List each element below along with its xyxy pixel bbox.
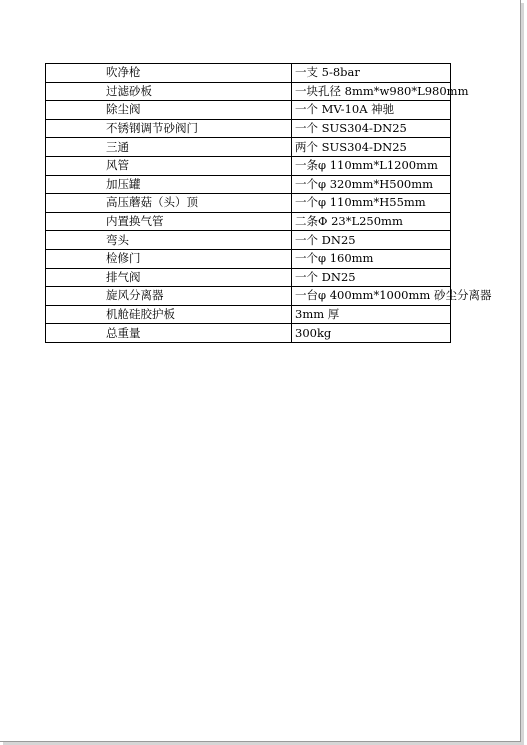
item-name: 高压蘑菇（头）顶	[46, 194, 292, 213]
table-row	[46, 249, 451, 268]
item-name: 机舱硅胶护板	[46, 305, 292, 324]
table-row	[46, 231, 451, 250]
item-name: 风管	[46, 156, 292, 175]
table-row	[46, 119, 451, 138]
table-row	[46, 64, 451, 83]
table-row	[46, 101, 451, 120]
table-row	[46, 212, 451, 231]
table-row	[46, 175, 451, 194]
item-spec: 一个 SUS304-DN25	[292, 119, 451, 138]
item-spec: 一支 5-8bar	[292, 64, 451, 83]
item-name: 过滤砂板	[46, 82, 292, 101]
table-row	[46, 138, 451, 157]
item-name: 内置换气管	[46, 212, 292, 231]
item-spec: 二条Φ 23*L250mm	[292, 212, 451, 231]
item-name: 除尘阀	[46, 101, 292, 120]
table-row	[46, 156, 451, 175]
table-row	[46, 82, 451, 101]
table-row	[46, 287, 451, 306]
item-spec: 3mm 厚	[292, 305, 451, 324]
item-spec: 一个φ 110mm*H55mm	[292, 194, 451, 213]
item-name: 旋风分离器	[46, 287, 292, 306]
item-name: 排气阀	[46, 268, 292, 287]
item-name: 总重量	[46, 324, 292, 343]
item-spec: 一台φ 400mm*1000mm 砂尘分离器	[292, 287, 451, 306]
table-row	[46, 268, 451, 287]
item-name: 三通	[46, 138, 292, 157]
table-row	[46, 324, 451, 343]
item-spec: 300kg	[292, 324, 451, 343]
item-name: 吹净枪	[46, 64, 292, 83]
spec-table	[45, 63, 492, 343]
item-spec: 一块孔径 8mm*w980*L980mm	[292, 82, 451, 101]
item-name: 检修门	[46, 249, 292, 268]
item-spec: 一个 DN25	[292, 231, 451, 250]
table-row	[46, 194, 451, 213]
table-row	[46, 305, 451, 324]
item-spec: 一个φ 320mm*H500mm	[292, 175, 451, 194]
item-spec: 一个 DN25	[292, 268, 451, 287]
item-spec: 一条φ 110mm*L1200mm	[292, 156, 451, 175]
spec-table-body	[46, 64, 492, 343]
item-spec: 一个 MV-10A 神驰	[292, 101, 451, 120]
item-spec: 两个 SUS304-DN25	[292, 138, 451, 157]
item-name: 不锈钢调节砂阀门	[46, 119, 292, 138]
item-spec: 一个φ 160mm	[292, 249, 451, 268]
item-name: 弯头	[46, 231, 292, 250]
item-name: 加压罐	[46, 175, 292, 194]
